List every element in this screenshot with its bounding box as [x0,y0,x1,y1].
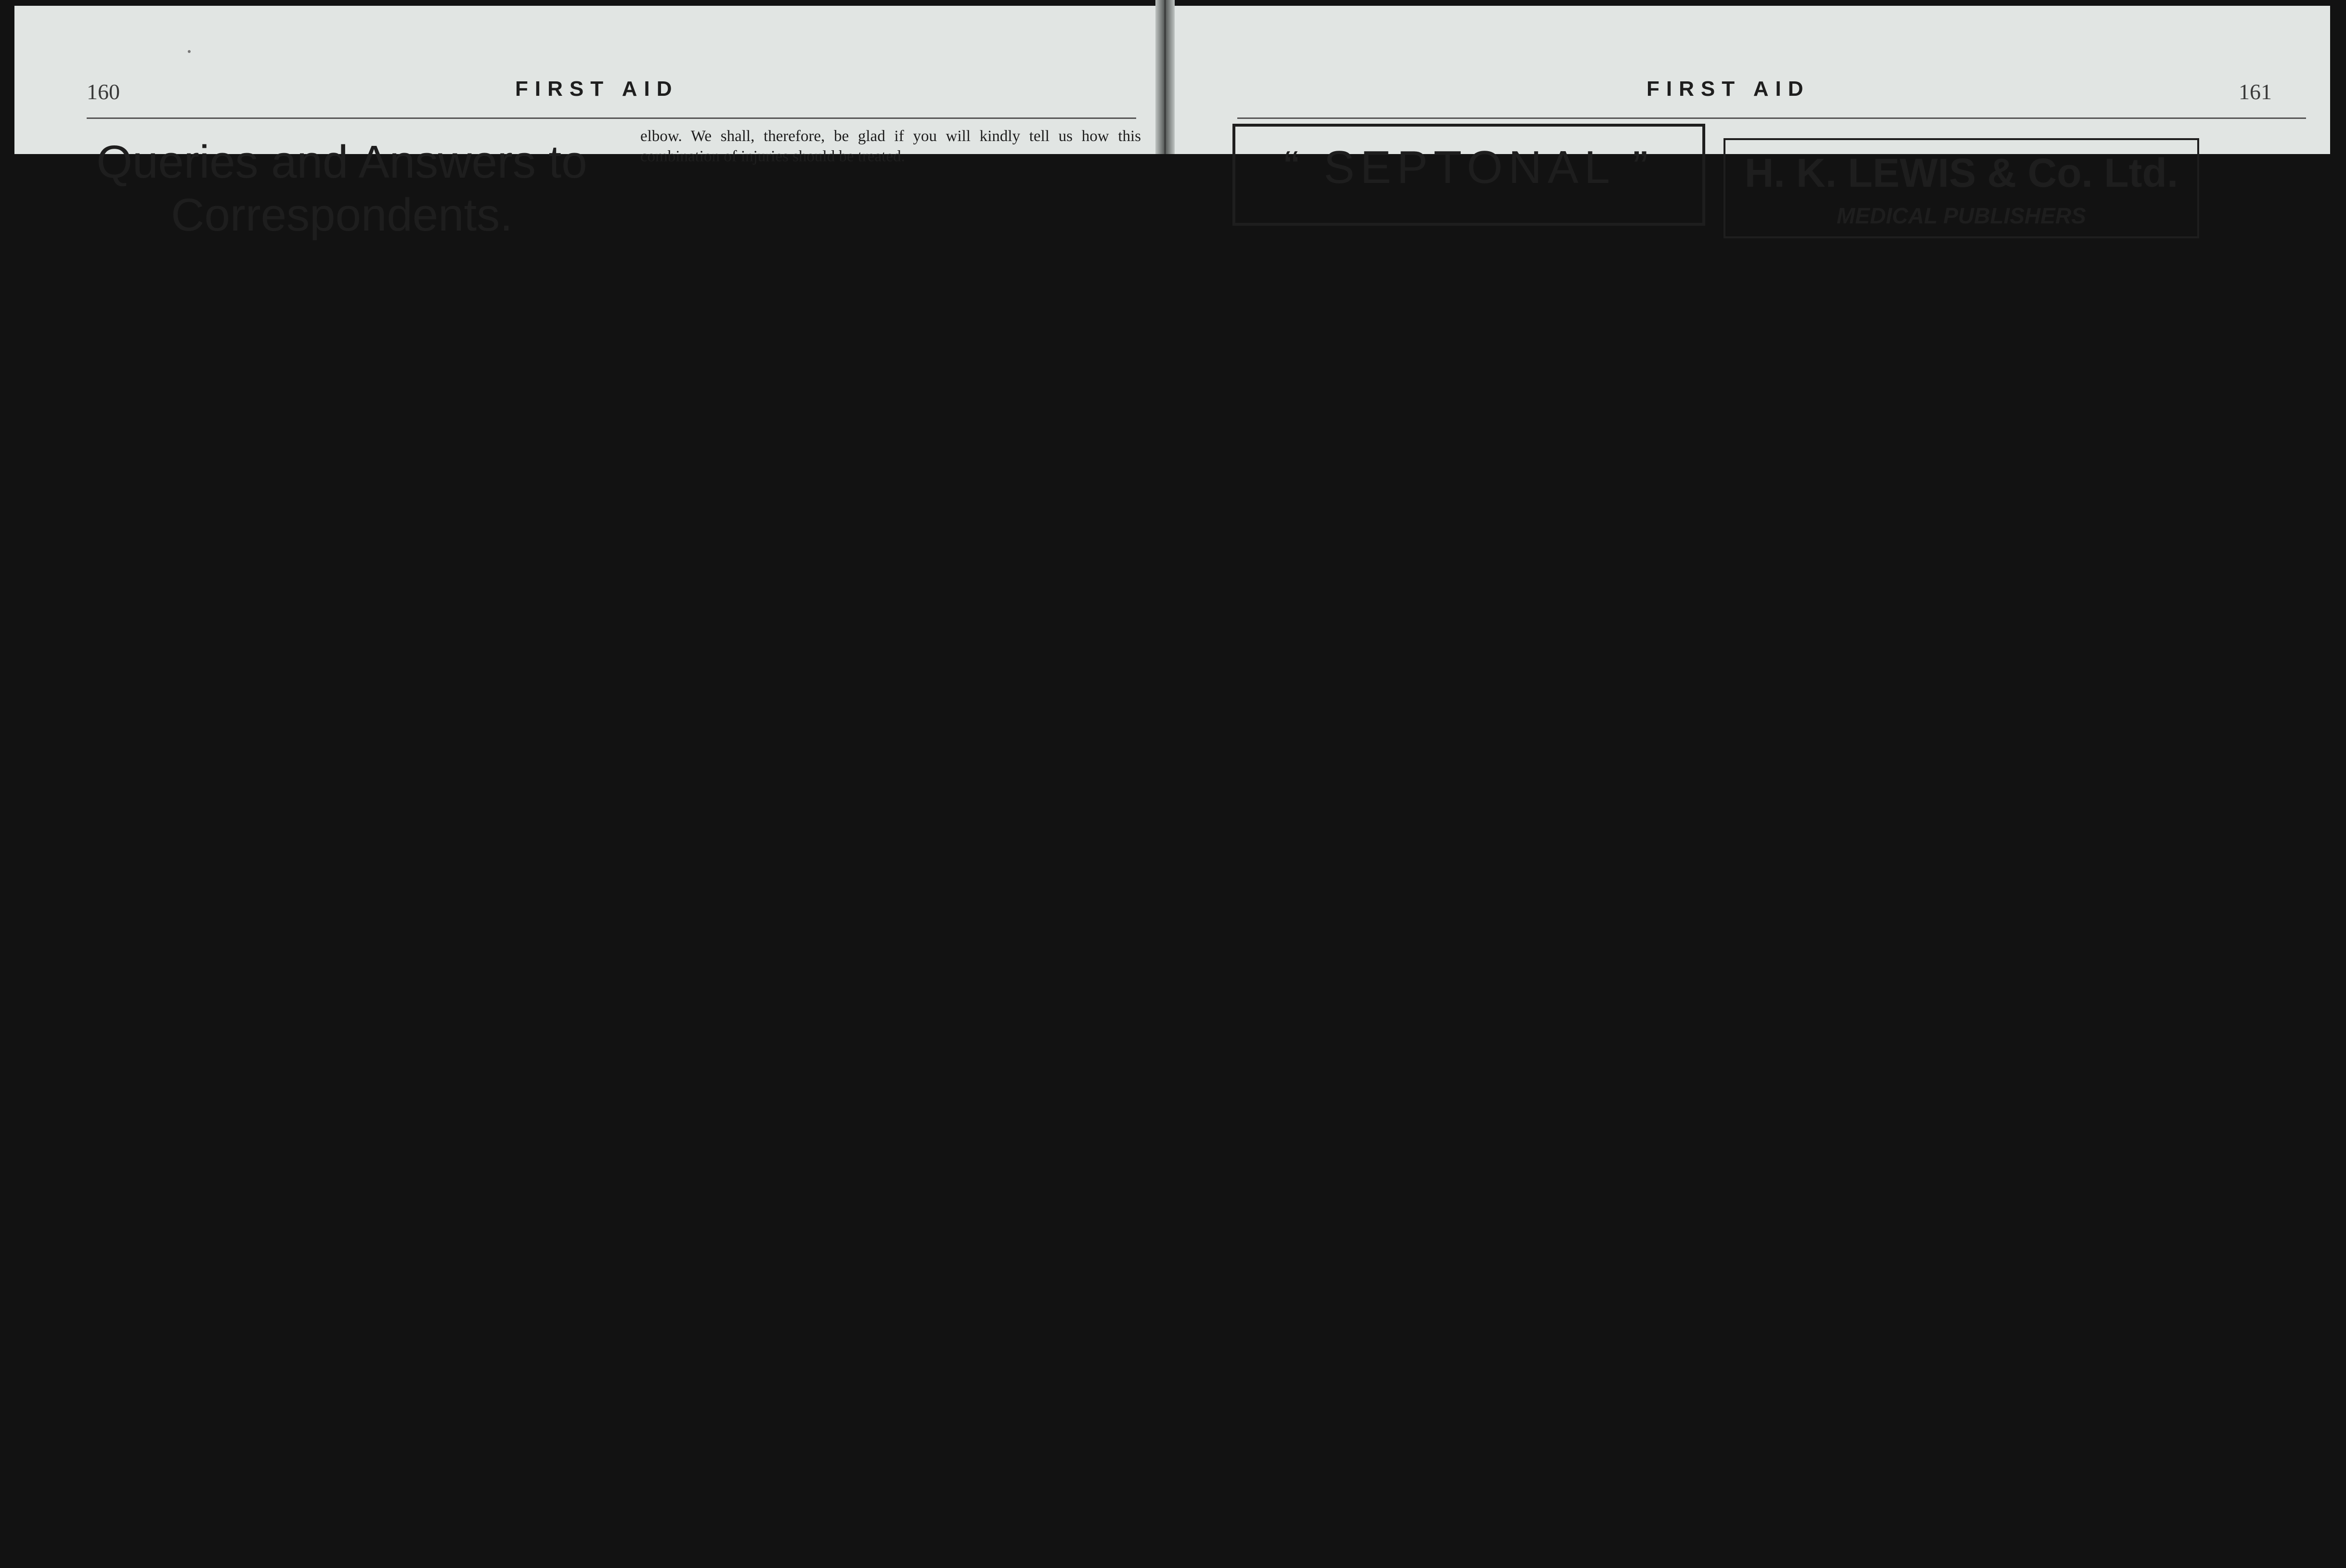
page-speck [188,50,191,53]
page-number: 161 [2239,79,2272,104]
right-page [1175,6,2330,228]
column-2-text: elbow. We shall, therefore, be glad if you will kindly tell us how this combination of injuries should be treated. [640,128,1141,165]
header-rule [1237,117,2306,119]
running-head: FIRST AID [1646,77,1810,101]
lewis-ad [1724,138,2199,238]
running-head: FIRST AID [515,77,679,101]
header-rule [87,117,1136,119]
lewis-subtitle: MEDICAL PUBLISHERS [1837,203,2086,228]
section-headline: Queries and Answers to Correspondents. [96,136,587,241]
book-gutter [1155,0,1175,154]
septonal-ad [1232,124,1705,226]
lewis-title: H. K. LEWIS & Co. Ltd. [1744,150,2178,195]
left-page [14,6,1155,241]
septonal-title: “ SEPTONAL ” [1283,142,1654,193]
page-number: 160 [87,79,120,104]
